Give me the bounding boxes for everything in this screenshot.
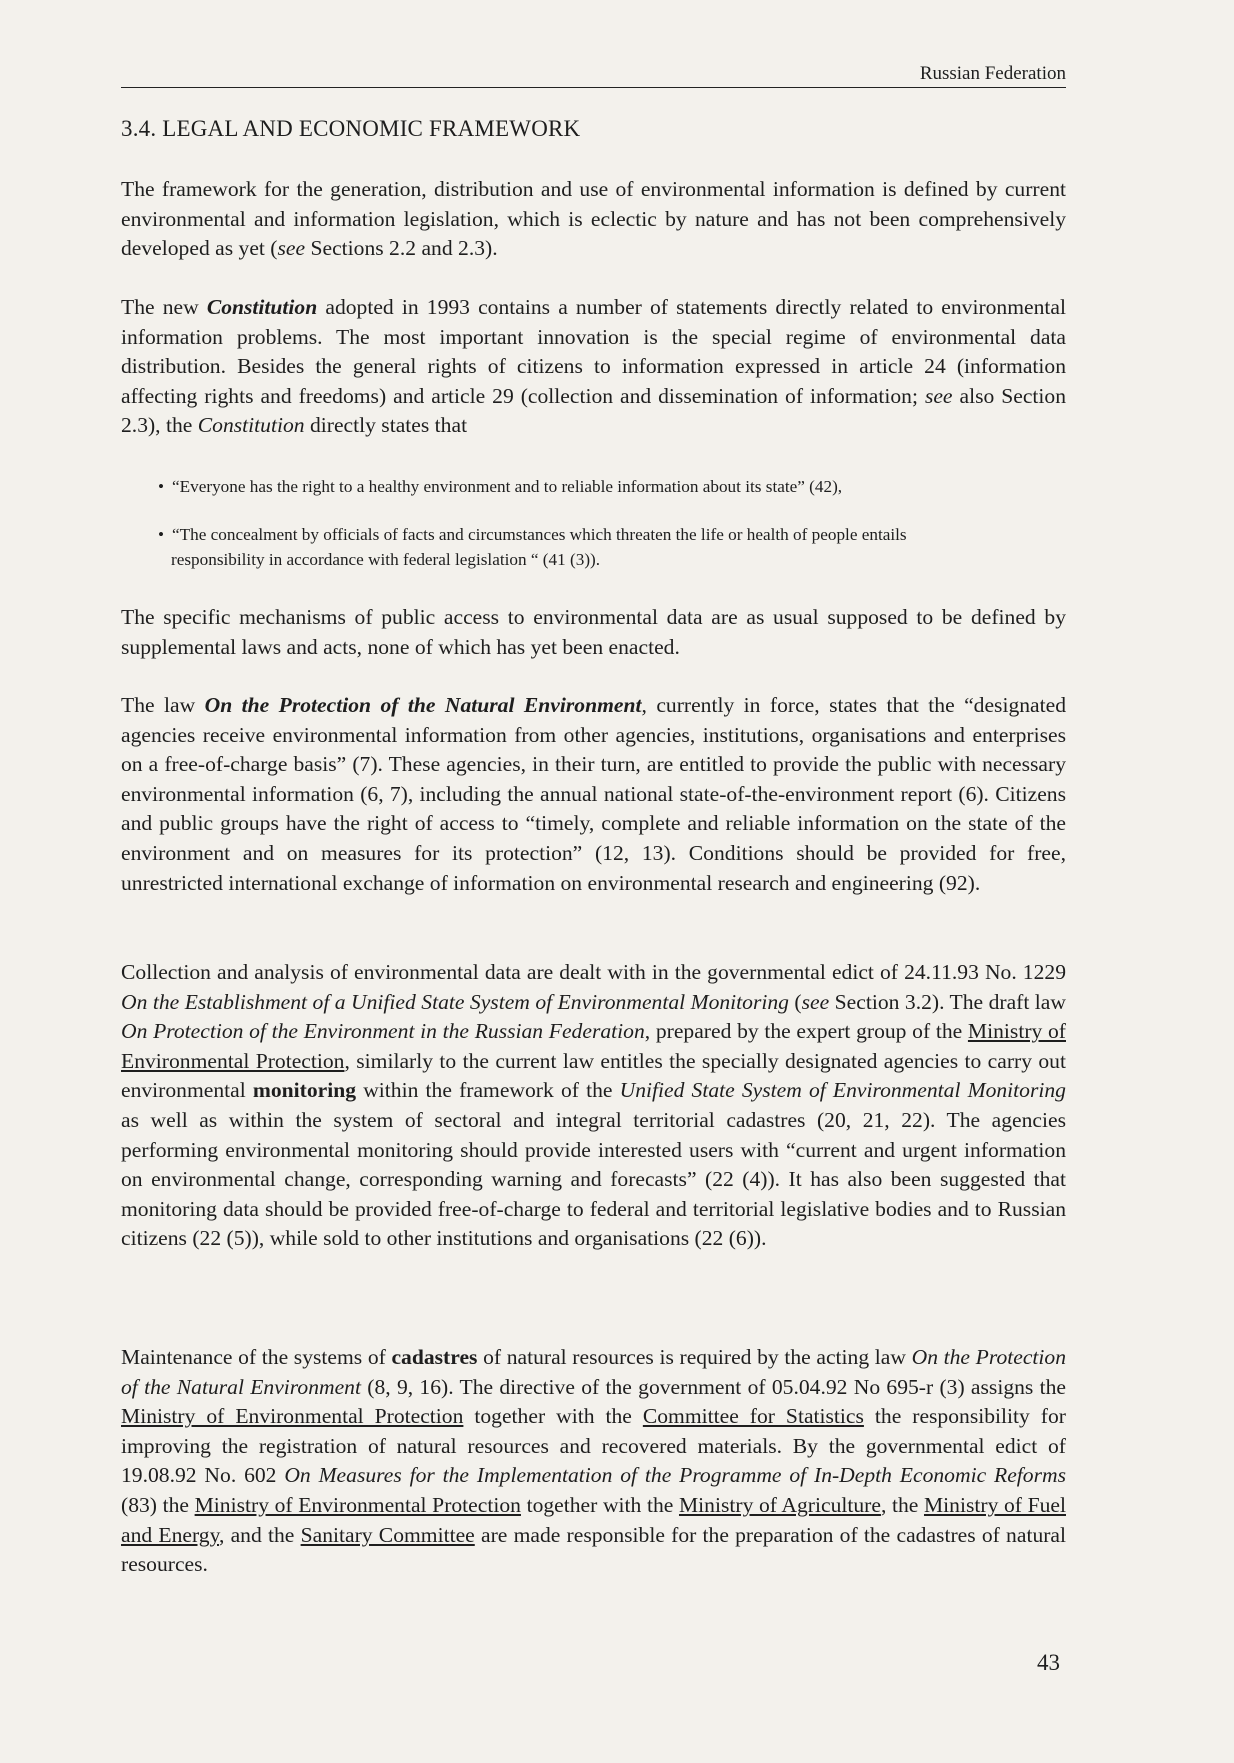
paragraph-mechanisms: The specific mechanisms of public access to environmental data are as usual supposed to be defined by supplemental laws and acts, none of which has yet been enacted. [121, 605, 1066, 659]
bullet-icon: • [158, 477, 165, 496]
page-number: 43 [1037, 1650, 1060, 1675]
section-title: 3.4. LEGAL AND ECONOMIC FRAMEWORK [121, 116, 581, 141]
bullet-icon: • [158, 525, 165, 544]
paragraph-constitution: The new Constitution adopted in 1993 contains a number of statements directly related to environmental information problems. The most important innovation is the special regime of environmental data distribution. Besides the general rights of citizens to information expressed in article 24 (information affecting rights and freedoms) and article 29 (collection and dissemination of information; see also Section 2.3), the Constitution directly states that [121, 295, 1066, 438]
bullet-item: • “Everyone has the right to a healthy environment and to reliable information about its state” (42), [160, 474, 1070, 499]
bullet-item: • “The concealment by officials of facts and circumstances which threaten the life or health of people entails responsibility in accordance with federal legislation “ (41 (3)). [160, 522, 1070, 572]
paragraph-framework: The framework for the generation, distribution and use of environmental information is defined by current environmental and information legislation, which is eclectic by nature and has not been comprehensively developed as yet (see Sections 2.2 and 2.3). [121, 177, 1066, 261]
paragraph-monitoring: Collection and analysis of environmental data are dealt with in the governmental edict of 24.11.93 No. 1229 On the Establishment of a Unified State System of Environmental Monitoring (see Section 3.2). The draft law On Protection of the Environment in the Russian Federation, prepared by the expert group of the Ministry of Environmental Protection, similarly to the current law entitles the specially designated agencies to carry out environmental monitoring within the framework of the Unified State System of Environmental Monitoring as well as within the system of sectoral and integral territorial cadastres (20, 21, 22). The agencies performing environmental monitoring should provide interested users with “current and urgent information on environmental change, corresponding warning and forecasts” (22 (4)). It has also been suggested that monitoring data should be provided free-of-charge to federal and territorial legislative bodies and to Russian citizens (22 (5)), while sold to other institutions and organisations (22 (6)). [121, 960, 1066, 1251]
paragraph-cadastres: Maintenance of the systems of cadastres of natural resources is required by the acting law On the Protection of the Natural Environment (8, 9, 16). The directive of the government of 05.04.92 No 695-r (3) assigns the Ministry of Environmental Protection together with the Committee for Statistics the responsibility for improving the registration of natural resources and recovered materials. By the governmental edict of 19.08.92 No. 602 On Measures for the Implementation of the Programme of In-Depth Economic Reforms (83) the Ministry of Environmental Protection together with the Ministry of Agriculture, the Ministry of Fuel and Energy, and the Sanitary Committee are made responsible for the preparation of the cadastres of natural resources. [121, 1345, 1067, 1577]
running-header [121, 62, 1066, 88]
paragraph-protection-law: The law On the Protection of the Natural Environment, currently in force, states that the “designated agencies receive environmental information from other agencies, institutions, organisations and enterprises on a free-of-charge basis” (7). These agencies, in their turn, are entitled to provide the public with necessary environmental information (6, 7), including the annual national state-of-the-environment report (6). Citizens and public groups have the right of access to “timely, complete and reliable information on the state of the environment and on measures for its protection” (12, 13). Conditions should be provided for free, unrestricted international exchange of information on environmental research and engineering (92). [121, 693, 1067, 895]
running-header-title: Russian Federation [919, 63, 1066, 84]
